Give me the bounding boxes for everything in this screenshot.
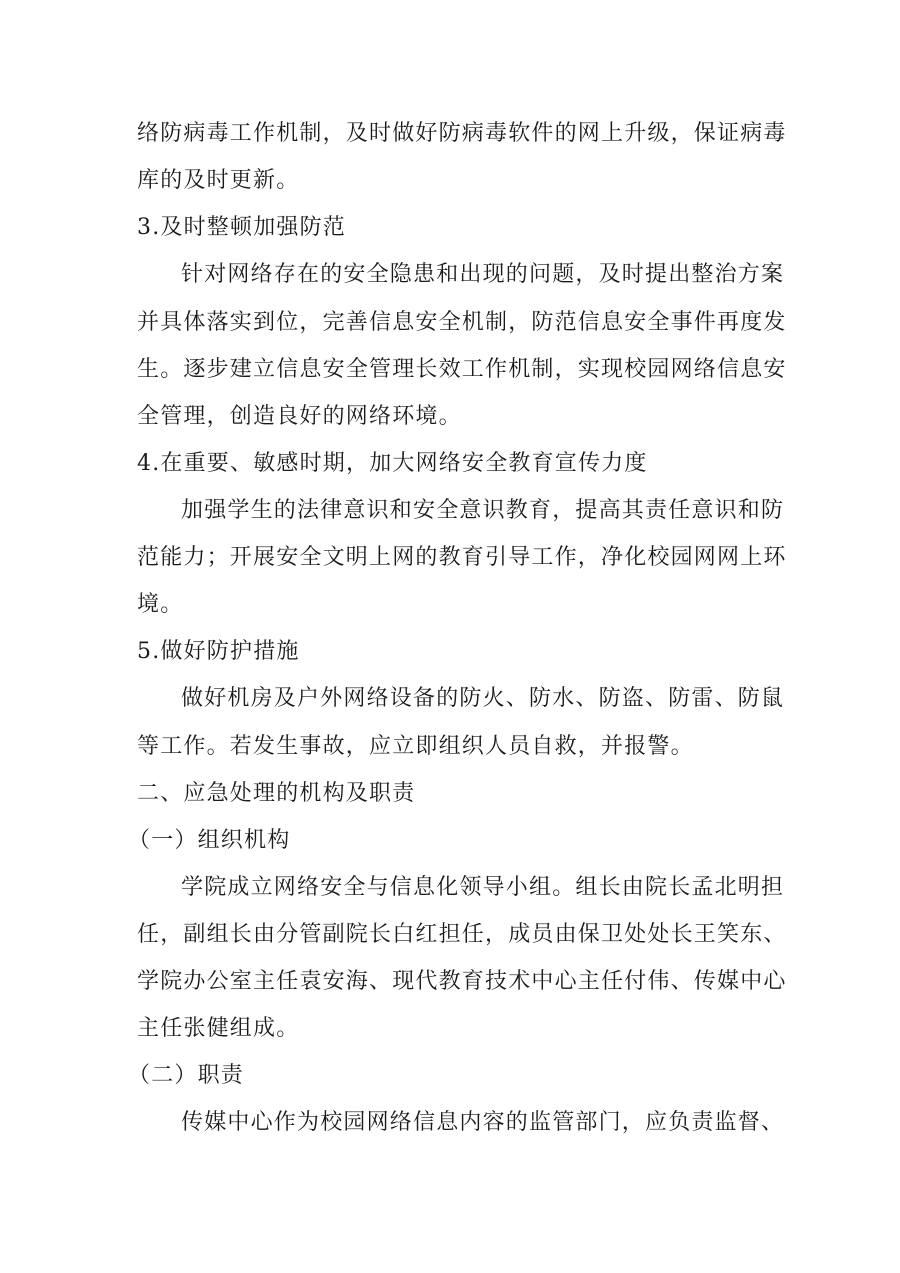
subheading-organization: （一）组织机构 [128, 828, 291, 853]
body-text-line: 针对网络存在的安全隐患和出现的问题，及时提出整治方案 [181, 262, 785, 287]
body-text-line: 任，副组长由分管副院长白红担任，成员由保卫处处长王笑东、 [137, 922, 787, 947]
body-text-line: 络防病毒工作机制，及时做好防病毒软件的网上升级，保证病毒 [137, 121, 787, 146]
body-text-line: 做好机房及户外网络设备的防火、防水、防盗、防雷、防鼠 [181, 686, 785, 711]
body-text-line: 生。逐步建立信息安全管理长效工作机制，实现校园网络信息安 [137, 357, 787, 382]
body-text-line: 范能力；开展安全文明上网的教育引导工作，净化校园网网上环 [137, 545, 787, 570]
subheading-duties: （二）职责 [128, 1063, 245, 1088]
body-text-line: 加强学生的法律意识和安全意识教育，提高其责任意识和防 [181, 498, 785, 523]
body-text-line: 等工作。若发生事故，应立即组织人员自救，并报警。 [137, 734, 694, 759]
section-heading-5: 5.做好防护措施 [137, 639, 300, 664]
chapter-heading-2: 二、应急处理的机构及职责 [137, 781, 416, 806]
section-heading-3: 3.及时整顿加强防范 [137, 215, 346, 240]
body-text-line: 境。 [137, 592, 184, 617]
body-text-line: 库的及时更新。 [137, 168, 300, 193]
body-text-line: 并具体落实到位，完善信息安全机制，防范信息安全事件再度发 [137, 310, 787, 335]
body-text-line: 学院成立网络安全与信息化领导小组。组长由院长孟北明担 [181, 875, 785, 900]
body-text-line: 传媒中心作为校园网络信息内容的监管部门，应负责监督、 [181, 1110, 785, 1135]
body-text-line: 主任张健组成。 [137, 1016, 300, 1041]
section-heading-4: 4.在重要、敏感时期，加大网络安全教育宣传力度 [137, 451, 648, 476]
body-text-line: 全管理，创造良好的网络环境。 [137, 404, 462, 429]
body-text-line: 学院办公室主任袁安海、现代教育技术中心主任付伟、传媒中心 [137, 969, 787, 994]
